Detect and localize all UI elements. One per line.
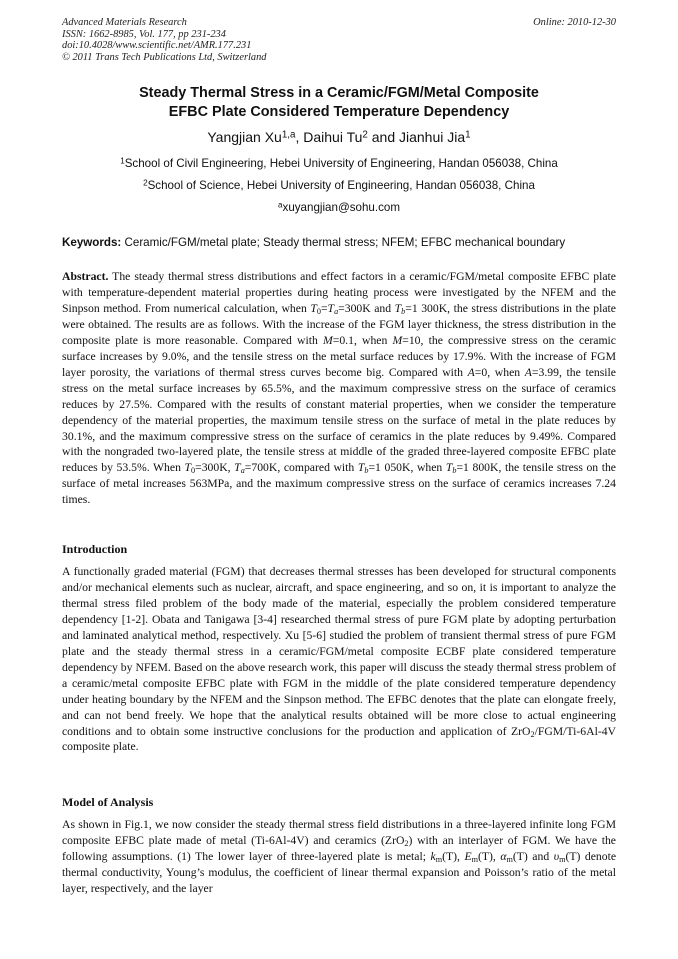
abstract-label: Abstract.: [62, 270, 109, 283]
model-heading: Model of Analysis: [62, 795, 154, 809]
keywords-label: Keywords:: [62, 236, 122, 249]
author-affil-mark: 2: [362, 129, 368, 141]
paper-title: [62, 84, 616, 121]
journal-name: Advanced Materials Research: [62, 17, 187, 28]
affil-mark: 2: [143, 178, 148, 188]
author-affil-mark: 1: [465, 129, 471, 141]
title-line-2: EFBC Plate Considered Temperature Dependency: [168, 103, 510, 120]
keywords: [62, 236, 616, 249]
affil-mark: 1: [120, 156, 125, 166]
title-line-1: Steady Thermal Stress in a Ceramic/FGM/Metal Composite: [139, 85, 539, 101]
author-separator: and: [367, 129, 399, 145]
author-name: Yangjian Xu: [207, 129, 282, 145]
introduction-paragraph: A functionally graded material (FGM) that decreases thermal stresses has been developed for structural components and/or mechanical elements such as nuclear, aircraft, and space engineering, and so on, it is important to analyze the thermal stress filed problem of the body made of the material, especially the problem considered temperature dependency [1-2]. Obata and Tanigawa [3-4] researched thermal stress of pure FGM plate by adopting perturbation and laminated analytical method, respectively. Xu [5-6] studied the problem of transient thermal stress of pure FGM plate and the steady thermal stress in a ceramic/FGM/metal composite ECBF plate considered temperature dependency by NFEM. Based on the above research work, this paper will discuss the steady thermal stress problem of a ceramic/metal composite EFBC plate with FGM in the middle of the plate considered temperature dependency under heating boundary by the NFEM and the Sinpson method. The EFBC denotes that the plate can elongate freely, and can not bend freely. We hope that the analytical results obtained will be more close to actual engineering conditions and to obtain some instructive conclusions for the production and application of ZrO$_2$/FGM/Ti-6Al-4V composite plate.: [62, 565, 616, 754]
keywords-text: Ceramic/FGM/metal plate; Steady thermal stress; NFEM; EFBC mechanical boundary: [121, 236, 566, 249]
issn-line: ISSN: 1662-8985, Vol. 177, pp 231-234: [62, 28, 226, 40]
email-text[interactable]: xuyangjian@sohu.com: [282, 201, 400, 214]
affiliation-2: [62, 179, 616, 192]
doi-line: doi:10.4028/www.scientific.net/AMR.177.231: [62, 40, 252, 52]
author-email: [62, 201, 616, 214]
model-paragraph: As shown in Fig.1, we now consider the steady thermal stress field distributions in a three-layered infinite long FGM composite EFBC plate made of metal (Ti-6Al-4V) and ceramics (ZrO$_2$) with an interlayer of FGM. We have the following assumptions. (1) The lower layer of three-layered plate is metal; $k_m(T)$, $E_m(T)$, $\alpha_m(T)$ and $\upsilon_m(T)$ denote thermal conductivity, Young’s modulus, the coefficient of linear thermal expansion and Poisson’s ratio of the metal layer, respectively, and the layer: [62, 818, 617, 895]
affil-text: School of Civil Engineering, Hebei University of Engineering, Handan 056038, China: [124, 157, 558, 170]
journal-header: [62, 17, 502, 63]
copyright-line: © 2011 Trans Tech Publications Ltd, Switzerland: [62, 51, 267, 63]
author-affil-mark: 1,a: [281, 129, 296, 141]
affiliation-1: [62, 157, 616, 170]
author-separator: ,: [295, 129, 304, 145]
online-date: Online: 2010-12-30: [533, 17, 616, 28]
author-list: [62, 129, 616, 145]
email-mark: a: [278, 200, 283, 210]
abstract-paragraph: Abstract. The steady thermal stress distributions and effect factors in a ceramic/FGM/metal composite EFBC plate with temperature-dependent material properties during heating process were investigated by the NFEM and the Sinpson method. From numerical calculation, when $T_0=T_a=300K$ and $T_b=1$ 300K, the stress distributions in the plate were obtained. The results are as follows. With the increase of the FGM layer thickness, the stress distribution in the composite plate is more reasonable. Compared with M=0.1, when M=10, the compressive stress on the ceramic surface increases by 9.0%, and the tensile stress on the metal surface reduces by 17.9%. With the increase of FGM layer porosity, the variations of thermal stress curves become big. Compared with A=0, when A=3.99, the tensile stress on the metal surface increases by 65.5%, and the maximum compressive stress on the surface of ceramics reduces by 27.5%. Compared with the results of constant material properties, when we consider the temperature dependency of the material properties, the maximum tensile stress on the surface of metal in the plate reduces by 30.1%, and the maximum compressive stress on the surface of ceramics in the plate reduces by 9.49%. Compared with the nongraded two-layered plate, the tensile stress at middle of the graded three-layered composite EFBC plate reduces by 53.5%. When $T_0=300K$, $T_a=700K$, compared with $T_b=1$ 050K, when $T_b=1$ 800K, the tensile stress on the surface of metal increases 563MPa, and the maximum compressive stress on the surface of ceramics increases 7.24 times.: [62, 270, 616, 507]
author-name: Jianhui Jia: [399, 129, 466, 145]
author-name: Daihui Tu: [303, 129, 363, 145]
affil-text: School of Science, Hebei University of Engineering, Handan 056038, China: [147, 179, 535, 192]
introduction-heading: Introduction: [62, 542, 128, 556]
